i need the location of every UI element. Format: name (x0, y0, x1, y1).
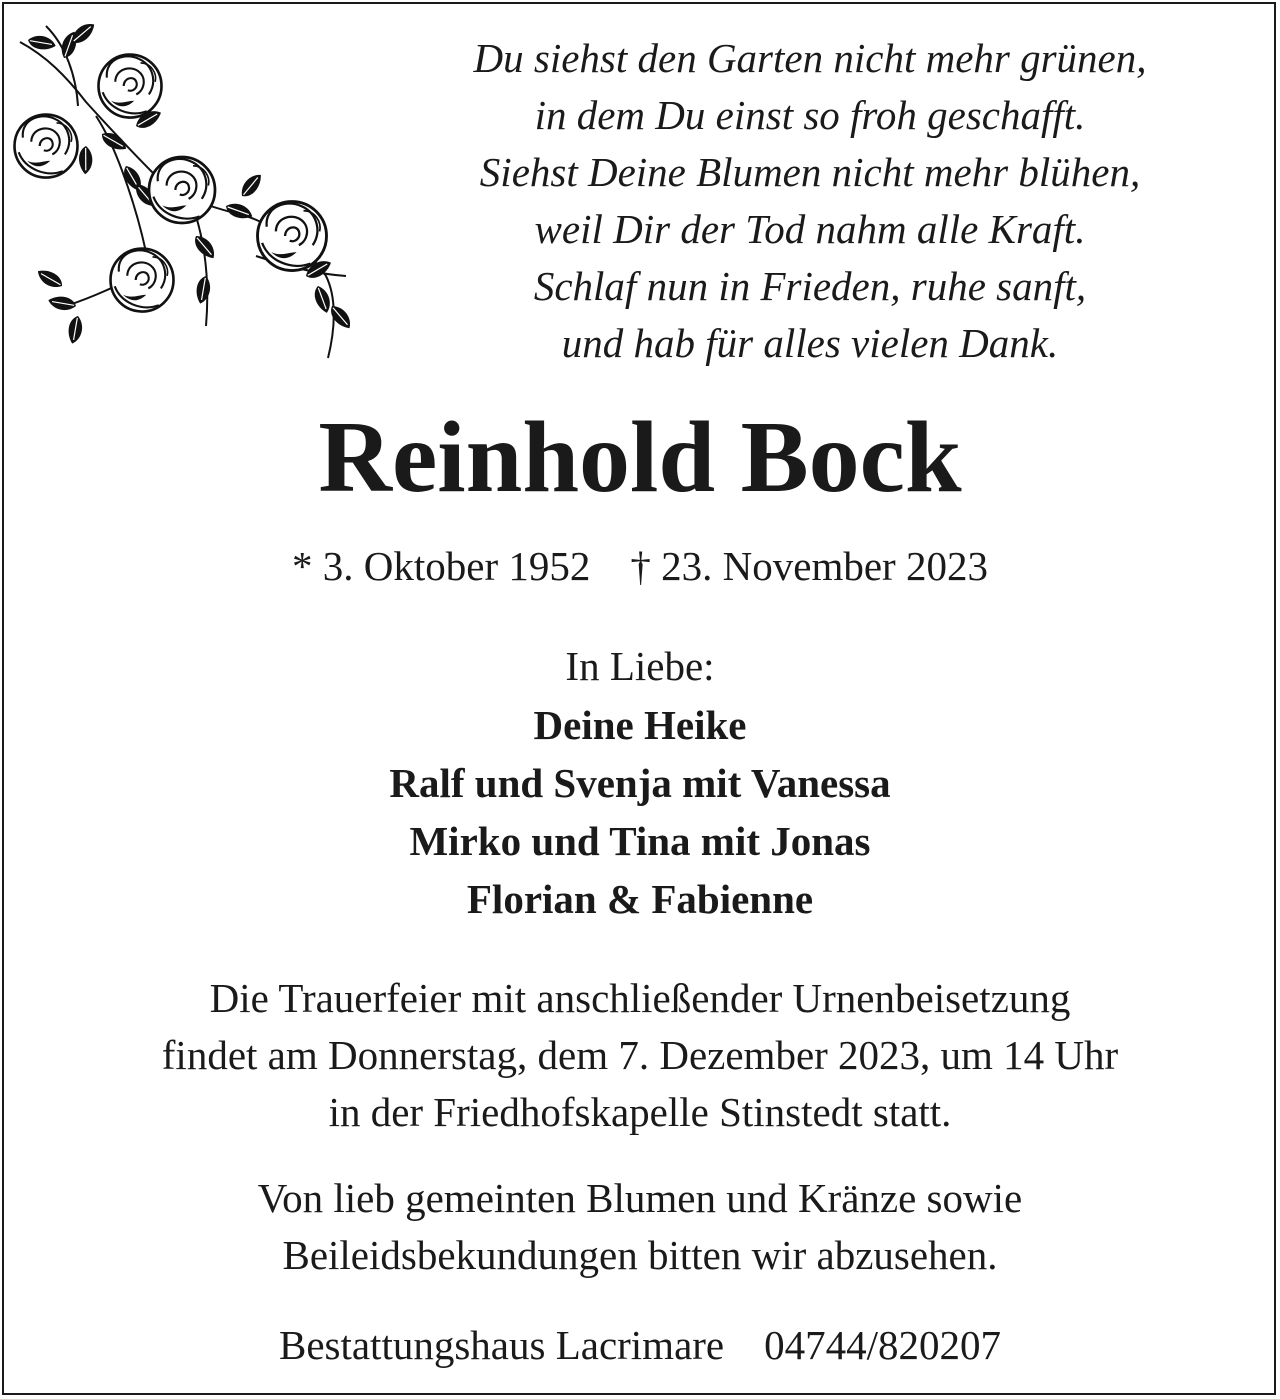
family-member: Ralf und Svenja mit Vanessa (389, 760, 891, 806)
life-dates (0, 538, 1280, 594)
funeral-home-name: Bestattungshaus Lacrimare (278, 1322, 725, 1368)
deceased-name: Reinhold Bock (318, 401, 962, 514)
birth-date: * 3. Oktober 1952 (292, 543, 591, 589)
roses-illustration-icon (6, 6, 362, 362)
family-member: Mirko und Tina mit Jonas (409, 818, 871, 864)
ceremony-info (0, 970, 1280, 1141)
family-list (0, 696, 1280, 928)
poem-line: weil Dir der Tod nahm alle Kraft. (534, 206, 1086, 252)
family-member: Deine Heike (533, 702, 747, 748)
ceremony-line: findet am Donnerstag, dem 7. Dezember 2023, um 14 Uhr (161, 1032, 1119, 1078)
family-member: Florian & Fabienne (466, 876, 814, 922)
poem (380, 30, 1240, 372)
poem-line: in dem Du einst so froh geschafft. (534, 92, 1086, 138)
poem-line: und hab für alles vielen Dank. (561, 320, 1059, 366)
funeral-home-phone: 04744/820207 (764, 1322, 1002, 1368)
poem-line: Siehst Deine Blumen nicht mehr blühen, (479, 149, 1141, 195)
intro-text: In Liebe: (565, 643, 715, 689)
flowers-note-line: Von lieb gemeinten Blumen und Kränze sowie (257, 1175, 1023, 1221)
poem-line: Schlaf nun in Frieden, ruhe sanft, (533, 263, 1087, 309)
flowers-note-line: Beileidsbekundungen bitten wir abzusehen. (282, 1232, 998, 1278)
death-date: † 23. November 2023 (630, 543, 988, 589)
flowers-note (0, 1170, 1280, 1284)
funeral-home-footer (0, 1317, 1280, 1373)
ceremony-line: in der Friedhofskapelle Stinstedt statt. (328, 1089, 952, 1135)
ceremony-line: Die Trauerfeier mit anschließender Urnenbeisetzung (209, 975, 1071, 1021)
poem-line: Du siehst den Garten nicht mehr grünen, (473, 35, 1147, 81)
